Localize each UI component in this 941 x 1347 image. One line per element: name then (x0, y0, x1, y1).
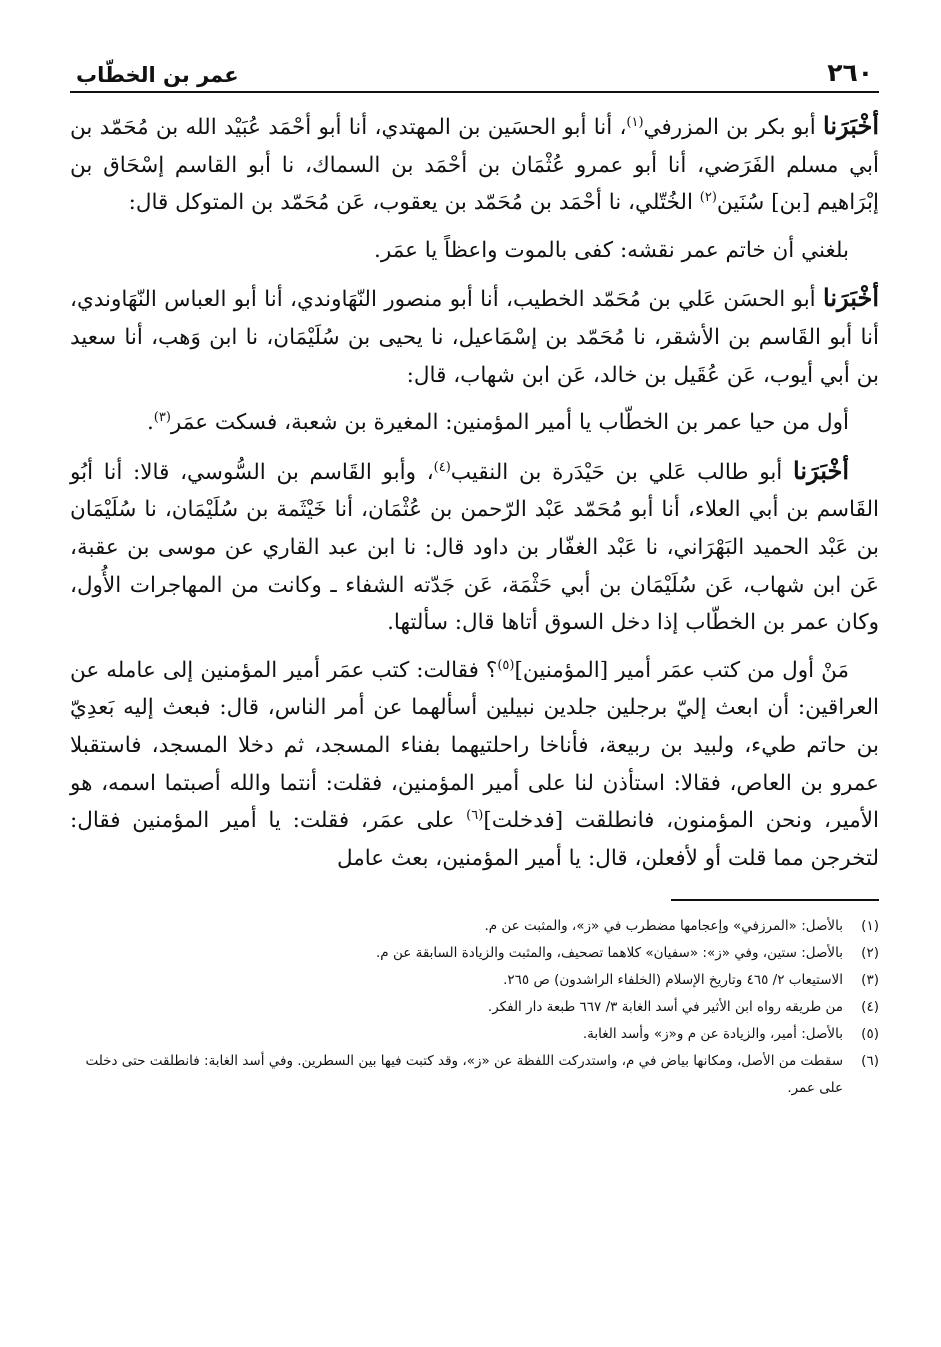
paragraph-text: مَنْ أول من كتب عمَر أمير [المؤمنين] (514, 657, 850, 683)
paragraph-5 (70, 452, 879, 642)
footnote-ref: (٤) (433, 459, 451, 475)
paragraph-1 (70, 107, 879, 222)
footnote-text: من طريقه رواه ابن الأثير في أسد الغابة ٣/ ٦٦٧ طبعة دار الفكر. (487, 999, 843, 1016)
main-text (70, 107, 879, 877)
paragraph-3 (70, 279, 879, 394)
paragraph-4 (70, 404, 879, 442)
footnote-text: سقطت من الأصل، ومكانها بياض في م، واستدركت اللفظة عن «ز»، وقد كتبت فيها بين السطرين. وفي أسد الغابة: فانطلقت حتى دخلت على عمر. (85, 1053, 843, 1097)
paragraph-text: أبو بكر بن المزرفي (643, 115, 816, 140)
running-title: عمر بن الخطّاب (76, 63, 239, 87)
footnote-ref: (١) (626, 114, 644, 130)
footnote-ref: (٣) (153, 410, 171, 425)
footnote (70, 967, 879, 994)
footnote-text: بالأصل: «المرزفي» وإعجامها مضطرب في «ز»، والمثبت عن م. (484, 918, 843, 935)
footnote-ref: (٥) (497, 657, 515, 673)
footnote-divider (671, 899, 879, 901)
paragraph-text: أبو طالب عَلي بن حَيْدَرة بن النقيب (450, 459, 783, 485)
footnote-ref: (٦) (466, 807, 484, 823)
footnote-number: (١) (861, 918, 879, 935)
paragraph-text: الخُتّلي، نا أحْمَد بن مُحَمّد بن يعقوب، عَن مُحَمّد بن المتوكل قال: (128, 190, 700, 216)
footnote-number: (٥) (861, 1026, 879, 1043)
footnote-number: (٦) (861, 1053, 879, 1070)
footnote-text: بالأصل: أمير، والزيادة عن م و«ز» وأسد الغابة. (582, 1026, 843, 1043)
footnote-ref: (٢) (699, 190, 717, 206)
paragraph-text: ؟ فقالت: كتب عمَر أمير المؤمنين إلى عامله عن العراقين: أن ابعث إليّ برجلين جلدين نبيلين أسألهما عن أمر الناس، قال: فبعث إليه بَعدِيّ بن حاتم طيء، ولبيد بن ربيعة، فأناخا راحلتيهما بفناء المسجد، ثم دخلا المسجد، فاستقبلا عمرو بن العاص، فقالا: استأذن لنا على أمير المؤمنين، فقلت: أنتما والله أصبتما اسمه، هو الأمير، ونحن المؤمنون، فانطلقت [فدخلت] (70, 657, 879, 834)
lead-word: أخْبَرَنا (793, 455, 849, 485)
footnote (70, 940, 879, 967)
footnote-number: (٤) (861, 999, 879, 1016)
paragraph-text: بلغني أن خاتم عمر نقشه: كفى بالموت واعظاً يا عمَر. (374, 237, 849, 263)
paragraph-text: ، وأبو القَاسم بن السُّوسي، قالا: أنا أبُو القَاسم بن أبي العلاء، أنا أبو مُحَمّد عَبْد الرّحمن بن عُثْمَان، أنا خَيْثَمة بن سُلَيْمَان، نا سُلَيْمَان بن عَبْد الحميد البَهْرَاني، نا عَبْد الغفّار بن داود قال: نا ابن عبد القاري عن موسى بن عقبة، عَن ابن شهاب، عَن سُلَيْمَان بن أبي حَثْمَة، عَن جَدّته الشفاء ـ وكانت من المهاجرات الأُول، وكان عمر بن الخطّاب إذا دخل السوق أتاها قال: سألتها. (70, 459, 879, 636)
footnote-text: بالأصل: ستين، وفي «ز»: «سفيان» كلاهما تصحيف، والمثبت والزيادة السابقة عن م. (376, 945, 843, 962)
footnote (70, 994, 879, 1021)
page-number: ٢٦٠ (827, 58, 873, 87)
footnote (70, 1048, 879, 1102)
paragraph-text: على عمَر، فقلت: يا أمير المؤمنين فقال: لتخرجن مما قلت أو لأفعلن، قال: يا أمير المؤمنين، بعث عامل (70, 808, 879, 871)
lead-word: أخْبَرَنا (823, 111, 880, 140)
paragraph-6 (70, 652, 879, 878)
paragraph-text: أبو الحسَن عَلي بن مُحَمّد الخطيب، أنا أبو منصور النّهَاوندي، أنا أبو العباس النّهَاوندي، أنا أبو القَاسم بن الأشقر، نا مُحَمّد بن إسْمَاعيل، نا يحيى بن سُلَيْمَان، نا ابن وَهب، أنا سعيد بن أبي أيوب، عَن عُقَيل بن خالد، عَن ابن شهاب، قال: (70, 287, 879, 388)
paragraph-text: ، أنا أبو الحسَين بن المهتدي، أنا أبو أحْمَد عُبَيْد الله بن مُحَمّد بن أبي مسلم الفَرَضي، أنا أبو عمرو عُثْمَان بن أحْمَد بن السماك، نا أبو القاسم إسْحَاق بن إبْرَاهيم [بن] سُنَين (70, 115, 879, 216)
running-header (70, 58, 879, 93)
footnotes (70, 913, 879, 1102)
paragraph-2 (70, 232, 879, 270)
footnote (70, 913, 879, 940)
paragraph-text: . (146, 410, 154, 436)
lead-word: أخْبَرَنا (823, 283, 879, 313)
footnote-text: الاستيعاب ٢/ ٤٦٥ وتاريخ الإسلام (الخلفاء الراشدون) ص ٢٦٥. (503, 972, 843, 989)
footnote-number: (٣) (861, 972, 879, 989)
footnote-number: (٢) (861, 945, 879, 962)
footnote (70, 1021, 879, 1048)
paragraph-text: أول من حيا عمر بن الخطّاب يا أمير المؤمنين: المغيرة بن شعبة، فسكت عمَر (170, 410, 849, 436)
